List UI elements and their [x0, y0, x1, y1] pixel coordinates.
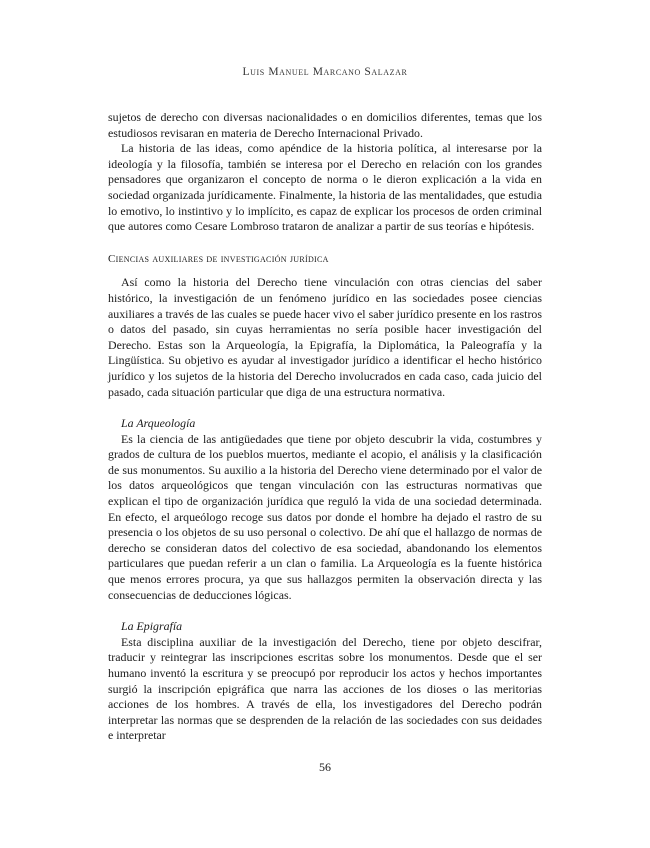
paragraph: Esta disciplina auxiliar de la investigación del Derecho, tiene por objeto descifrar, traducir y reintegrar las inscripciones escritas sobre los monumentos. Desde que el ser humano inventó la escritura y se preocupó por reproducir los actos y hechos importantes surgió la inscripción epigráfica que narra las acciones de los dioses o las meritorias acciones de los hombres. A través de ella, los investigadores del Derecho podrán interpretar las normas que se desprenden de la relación de las sociedades con sus deidades e interpretar [108, 634, 542, 743]
paragraph: sujetos de derecho con diversas nacionalidades o en domicilios diferentes, temas que los estudiosos revisaran en materia de Derecho Internacional Privado. [108, 110, 542, 140]
page-body [108, 110, 542, 744]
subsection-heading-epigrafia: La Epigrafía [121, 619, 183, 634]
paragraph: Es la ciencia de las antigüedades que tiene por objeto descubrir la vida, costumbres y grados de cultura de los pueblos muertos, mediante el acopio, el análisis y la clasificación de sus monumentos. Su auxilio a la historia del Derecho viene determinado por el valor de los datos arqueológicos que tengan vinculación con las estructuras normativas que explican el tipo de organización jurídica que reguló la vida de una sociedad determinada. En efecto, el arqueólogo recoge sus datos por donde el hombre ha dejado el rastro de su presencia o los objetos de su uso personal o colectivo. De ahí que el hallazgo de normas de derecho se consideran datos del colectivo de esa sociedad, abandonando los elementos particulares que puedan referir a un clan o familia. La Arqueología es la fuente histórica que menos errores procura, ya que sus hallazgos permiten la observación directa y las consecuencias de deducciones lógicas. [108, 431, 542, 602]
paragraph: Así como la historia del Derecho tiene vinculación con otras ciencias del saber histórico, la investigación de un fenómeno jurídico en las sociedades posee ciencias auxiliares a través de las cuales se puede hacer vivo el saber jurídico presente en los rastros o datos del pasado, sin cuyas herramientas no sería posible hacer investigación del Derecho. Estas son la Arqueología, la Epigrafía, la Diplomática, la Paleografía y la Lingüística. Su objetivo es ayudar al investigador jurídico a identificar el hecho histórico jurídico y los sujetos de la historia del Derecho involucrados en cada caso, cada juicio del pasado, cada situación particular que diga de una estructura normativa. [108, 275, 542, 399]
page-number: 56 [319, 760, 331, 774]
running-head: Luis Manuel Marcano Salazar [242, 66, 408, 78]
section-heading: Ciencias auxiliares de investigación jurídica [108, 252, 329, 265]
paragraph: La historia de las ideas, como apéndice de la historia política, al interesarse por la ideología y la filosofía, también se interesa por el Derecho en relación con los grandes pensadores que organizaron el concepto de norma o le dieron explicación a la vida en sociedad organizada jurídicamente. Finalmente, la historia de las mentalidades, que estudia lo emotivo, lo instintivo y lo implícito, es capaz de explicar los procesos de orden criminal que autores como Cesare Lombroso trataron de analizar a partir de sus teorías e hipótesis. [108, 141, 542, 234]
subsection-heading-arqueologia: La Arqueología [121, 416, 196, 431]
